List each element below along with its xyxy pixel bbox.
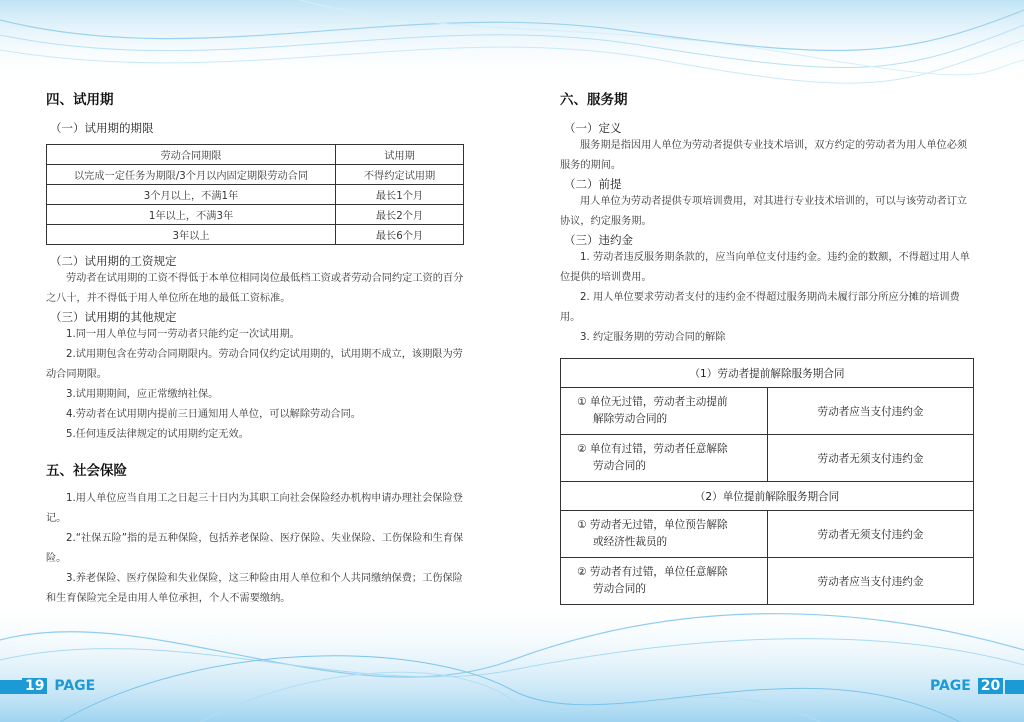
cell-line: ② 劳动者有过错，单位任意解除 bbox=[577, 566, 728, 578]
table-row bbox=[561, 511, 974, 558]
paragraph-definition: 服务期是指因用人单位为劳动者提供专业技术培训，双方约定的劳动者为用人单位必须服务的期间。 bbox=[560, 140, 968, 171]
table-cell bbox=[561, 511, 768, 558]
cell-line: ② 单位有过错，劳动者任意解除 bbox=[577, 443, 728, 455]
paragraph-probation-wage: 劳动者在试用期的工资不得低于本单位相同岗位最低档工资或者劳动合同约定工资的百分之八十，并不得低于用人单位所在地的最低工资标准。 bbox=[46, 273, 464, 304]
page-number-value: 19 bbox=[22, 678, 47, 694]
list-item: 3.养老保险、医疗保险和失业保险，这三种险由用人单位和个人共同缴纳保费；工伤保险和生育保险完全是由用人单位承担，个人不需要缴纳。 bbox=[46, 573, 463, 604]
table-row bbox=[47, 185, 464, 205]
section-4-title: 四、试用期 bbox=[46, 92, 114, 108]
table-header-cell: 试用期 bbox=[336, 145, 464, 165]
subsection-probation-wage: （二）试用期的工资规定 bbox=[50, 254, 177, 268]
table-group-title: （2）单位提前解除服务期合同 bbox=[561, 482, 974, 511]
table-cell: 以完成一定任务为期限/3个月以内固定期限劳动合同 bbox=[47, 165, 336, 185]
table-header-row bbox=[47, 145, 464, 165]
paragraph-premise: 用人单位为劳动者提供专项培训费用，对其进行专业技术培训的，可以与该劳动者订立协议，约定服务期。 bbox=[560, 196, 968, 227]
table-cell: 最长6个月 bbox=[336, 225, 464, 245]
probation-table bbox=[46, 144, 464, 245]
subsection-penalty: （三）违约金 bbox=[564, 233, 633, 247]
table-row bbox=[561, 558, 974, 605]
page-word: PAGE bbox=[54, 678, 96, 694]
subsection-premise: （二）前提 bbox=[564, 177, 622, 191]
table-cell: 最长1个月 bbox=[336, 185, 464, 205]
right-page bbox=[560, 88, 974, 605]
cell-line: 或经济性裁员的 bbox=[593, 536, 668, 548]
section-6-title: 六、服务期 bbox=[560, 92, 628, 108]
cell-line: ① 劳动者无过错，单位预告解除 bbox=[577, 519, 728, 531]
list-item: 1.同一用人单位与同一劳动者只能约定一次试用期。 bbox=[66, 329, 300, 340]
table-cell bbox=[561, 388, 768, 435]
subsection-definition: （一）定义 bbox=[564, 121, 622, 135]
table-row bbox=[47, 165, 464, 185]
list-item: 5.任何违反法律规定的试用期约定无效。 bbox=[66, 429, 249, 440]
table-cell: 劳动者应当支付违约金 bbox=[768, 558, 974, 605]
subsection-probation-other: （三）试用期的其他规定 bbox=[50, 310, 177, 324]
list-item: 1.用人单位应当自用工之日起三十日内为其职工向社会保险经办机构申请办理社会保险登记。 bbox=[46, 493, 463, 524]
page-number-left bbox=[20, 678, 95, 694]
list-item: 4.劳动者在试用期内提前三日通知用人单位，可以解除劳动合同。 bbox=[66, 409, 361, 420]
table-cell: 1年以上，不满3年 bbox=[47, 205, 336, 225]
table-header-cell: 劳动合同期限 bbox=[47, 145, 336, 165]
table-cell: 劳动者无须支付违约金 bbox=[768, 511, 974, 558]
page-number-right bbox=[930, 678, 1005, 694]
list-item: 2.试用期包含在劳动合同期限内。劳动合同仅约定试用期的，试用期不成立，该期限为劳动合同期限。 bbox=[46, 349, 463, 380]
table-group-title: （1）劳动者提前解除服务期合同 bbox=[561, 359, 974, 388]
table-cell: 不得约定试用期 bbox=[336, 165, 464, 185]
list-item: 2.“社保五险”指的是五种保险，包括养老保险、医疗保险、失业保险、工伤保险和生育保险。 bbox=[46, 533, 464, 564]
table-row bbox=[561, 435, 974, 482]
table-cell bbox=[561, 435, 768, 482]
table-row bbox=[47, 225, 464, 245]
table-row bbox=[47, 205, 464, 225]
table-group-header bbox=[561, 359, 974, 388]
list-item: 1. 劳动者违反服务期条款的，应当向单位支付违约金。违约金的数额，不得超过用人单位提供的培训费用。 bbox=[560, 252, 970, 283]
table-cell: 3年以上 bbox=[47, 225, 336, 245]
table-row bbox=[561, 388, 974, 435]
list-item: 3.试用期期间，应正常缴纳社保。 bbox=[66, 389, 219, 400]
table-cell: 3个月以上，不满1年 bbox=[47, 185, 336, 205]
cell-line: ① 单位无过错，劳动者主动提前 bbox=[577, 396, 728, 408]
section-5-title: 五、社会保险 bbox=[46, 463, 127, 479]
subsection-probation-term: （一）试用期的期限 bbox=[50, 121, 154, 135]
service-term-table bbox=[560, 358, 974, 605]
cell-line: 劳动合同的 bbox=[593, 583, 646, 595]
table-cell: 劳动者无须支付违约金 bbox=[768, 435, 974, 482]
list-item: 3. 约定服务期的劳动合同的解除 bbox=[580, 332, 726, 343]
cell-line: 解除劳动合同的 bbox=[593, 413, 668, 425]
table-cell: 最长2个月 bbox=[336, 205, 464, 225]
left-page bbox=[46, 88, 464, 609]
page-number-value: 20 bbox=[978, 678, 1003, 694]
table-cell bbox=[561, 558, 768, 605]
page-word: PAGE bbox=[930, 678, 971, 694]
cell-line: 劳动合同的 bbox=[593, 460, 646, 472]
table-cell: 劳动者应当支付违约金 bbox=[768, 388, 974, 435]
table-group-header bbox=[561, 482, 974, 511]
list-item: 2. 用人单位要求劳动者支付的违约金不得超过服务期尚未履行部分所应分摊的培训费用。 bbox=[560, 292, 960, 323]
